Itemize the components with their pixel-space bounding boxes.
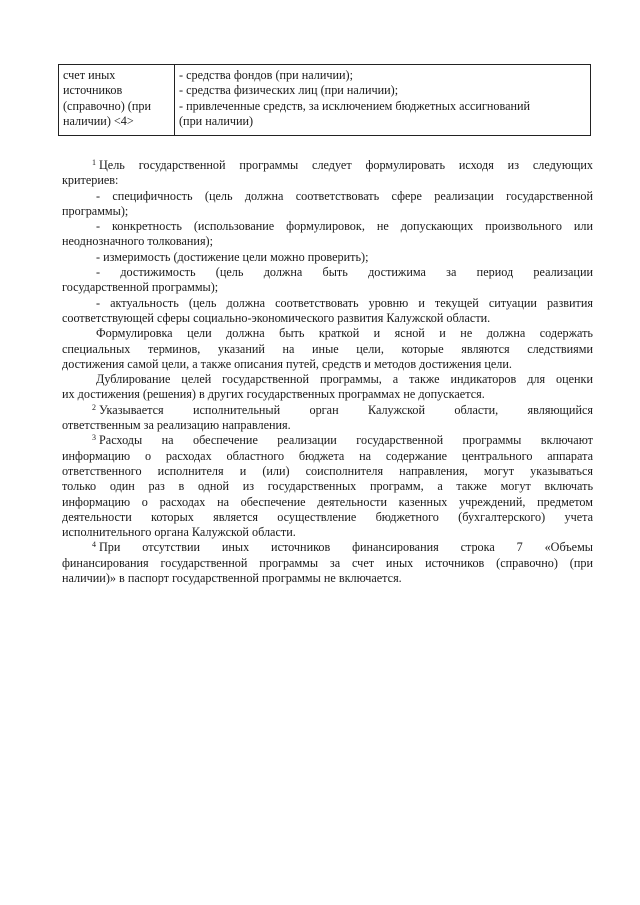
footnote-line bbox=[62, 403, 593, 418]
footnote-line bbox=[62, 433, 593, 448]
table-cell-label bbox=[59, 65, 175, 136]
footnote-line: программы); bbox=[62, 203, 129, 218]
footnote-line: ответственного исполнителя и (или) соисполнителя направления, могут указываться bbox=[62, 463, 593, 478]
cell-text: - средства физических лиц (при наличии); bbox=[179, 83, 399, 98]
footnote-mark: 1 bbox=[92, 158, 96, 167]
footnote-text: Указывается исполнительный орган Калужской области, являющийся bbox=[99, 402, 593, 417]
footnote-text: Расходы на обеспечение реализации государственной программы включают bbox=[99, 433, 593, 448]
footnote-line: специальных терминов, указаний на иные цели, которые являются следствиями bbox=[62, 341, 593, 356]
footnote-line: - специфичность (цель должна соответствовать сфере реализации государственной bbox=[96, 188, 593, 203]
footnote-line: государственной программы); bbox=[62, 280, 219, 295]
footnote-line: Формулировка цели должна быть краткой и ясной и не должна содержать bbox=[96, 326, 593, 341]
footnote-line: соответствующей сферы социально-экономического развития Калужской области. bbox=[62, 310, 491, 325]
footnote-line: деятельности которых является осуществление бюджетного (бухгалтерского) учета bbox=[62, 509, 593, 524]
cell-text: наличии) <4> bbox=[63, 113, 134, 128]
footnote-line: критериев: bbox=[62, 173, 119, 188]
footnote-text: При отсутствии иных источников финансирования строка 7 «Объемы bbox=[99, 540, 593, 555]
cell-text: источников bbox=[63, 83, 123, 98]
footnote-text: Цель государственной программы следует формулировать исходя из следующих bbox=[99, 158, 593, 172]
footnote-line: - конкретность (использование формулировок, не допускающих произвольного или bbox=[96, 219, 593, 234]
footnote-line: ответственным за реализацию направления. bbox=[62, 418, 291, 433]
cell-text: (справочно) (при bbox=[63, 98, 151, 113]
footnote-line: их достижения (решения) в других государственных программах не допускается. bbox=[62, 387, 485, 402]
table-row bbox=[59, 65, 591, 136]
footnote-mark: 4 bbox=[92, 540, 96, 550]
cell-text: счет иных bbox=[63, 68, 116, 82]
table-cell-value bbox=[175, 65, 591, 136]
footnote-mark: 2 bbox=[92, 402, 96, 412]
footnote-line: - достижимость (цель должна быть достижима за период реализации bbox=[96, 265, 593, 280]
footnote-line: - актуальность (цель должна соответствовать уровню и текущей ситуации развития bbox=[96, 295, 593, 310]
footnote-line: исполнительного органа Калужской области. bbox=[62, 525, 296, 540]
footnote-line: наличии)» в паспорт государственной программы не включается. bbox=[62, 571, 402, 586]
footnote-line: - измеримость (достижение цели можно проверить); bbox=[96, 249, 369, 264]
footnote-line: финансирования государственной программы за счет иных источников (справочно) (при bbox=[62, 555, 593, 570]
cell-text: - привлеченные средств, за исключением бюджетных ассигнований bbox=[179, 98, 531, 113]
footnotes bbox=[62, 158, 593, 586]
footnote-line: неоднозначного толкования); bbox=[62, 234, 214, 249]
footnote-line bbox=[62, 540, 593, 555]
footnote-line bbox=[62, 158, 593, 173]
footnote-line: достижения самой цели, а также описания путей, средств и методов достижения цели. bbox=[62, 356, 512, 371]
footnote-mark: 3 bbox=[92, 433, 96, 443]
footnote-line: информацию о расходах областного бюджета на содержание центрального аппарата bbox=[62, 448, 593, 463]
funding-table bbox=[58, 64, 591, 136]
cell-text: - средства фондов (при наличии); bbox=[179, 68, 353, 82]
cell-text: (при наличии) bbox=[179, 113, 254, 128]
footnote-line: информацию о расходах на обеспечение деятельности казенных учреждений, предметом bbox=[62, 494, 593, 509]
footnote-line: только один раз в одной из государственных программ, а также могут включать bbox=[62, 479, 593, 494]
footnote-line: Дублирование целей государственной программы, а также индикаторов для оценки bbox=[96, 372, 593, 387]
